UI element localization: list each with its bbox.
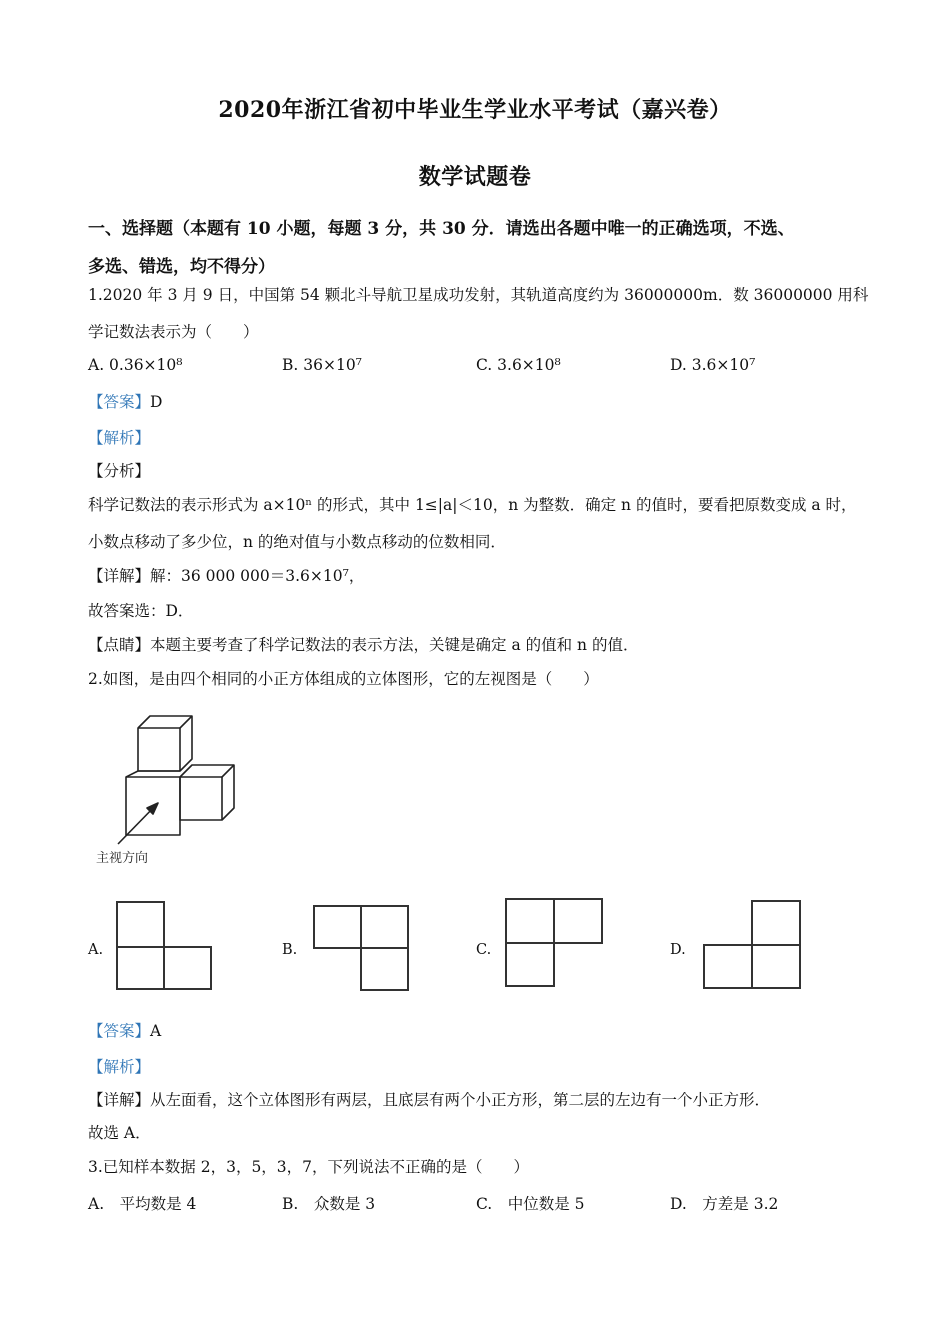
q1-analysis-tag: 【解析】 — [88, 429, 151, 447]
q2-detail-tag: 【详解】 — [88, 1091, 151, 1109]
q1-fenxi-line2: 小数点移动了多少位，n 的绝对值与小数点移动的位数相同． — [88, 533, 506, 551]
q2-conclusion: 故选 A． — [88, 1124, 151, 1142]
q1-option-d: D. 3.6×10⁷ — [670, 356, 756, 374]
q1-stem-line1: 1.2020 年 3 月 9 日，中国第 54 颗北斗导航卫星成功发射，其轨道高度约为 36000000m．数 36000000 用科 — [88, 286, 869, 304]
q2-detail: 从左面看，这个立体图形有两层，且底层有两个小正方形，第二层的左边有一个小正方形． — [150, 1091, 771, 1109]
q2-option-d-figure — [700, 895, 808, 993]
q2-detail-row — [88, 1093, 770, 1109]
q1-fenxi-line1: 科学记数法的表示形式为 a×10ⁿ 的形式，其中 1≤|a|＜10，n 为整数．确定 n 的值时，要看把原数变成 a 时， — [88, 496, 857, 514]
q1-option-c: C. 3.6×10⁸ — [476, 356, 561, 374]
q2-option-d-label: D. — [670, 942, 686, 958]
q1-conclusion: 故答案选：D． — [88, 602, 194, 620]
q3-option-b: B. 众数是 3 — [282, 1195, 376, 1213]
q1-answer-row — [88, 395, 162, 411]
q1-option-b: B. 36×10⁷ — [282, 356, 362, 374]
q2-answer-row — [88, 1024, 161, 1040]
q2-analysis-tag: 【解析】 — [88, 1058, 151, 1076]
page-subtitle: 数学试题卷 — [418, 164, 532, 190]
q2-stem: 2.如图，是由四个相同的小正方体组成的立体图形，它的左视图是（ ） — [88, 670, 599, 688]
q2-option-a-label: A. — [88, 942, 104, 958]
q2-cube-figure — [88, 712, 248, 870]
page-title: 2020年浙江省初中毕业生学业水平考试（嘉兴卷） — [218, 97, 732, 123]
q1-stem-line2: 学记数法表示为（ ） — [88, 323, 259, 341]
section-heading-line2: 多选、错选，均不得分） — [88, 257, 275, 277]
q1-detail-tag: 【详解】 — [88, 567, 151, 585]
q2-figure-caption: 主视方向 — [96, 851, 149, 866]
q3-option-c: C. 中位数是 5 — [476, 1195, 585, 1213]
q2-answer-tag: 【答案】 — [88, 1022, 151, 1040]
q1-option-a: A. 0.36×10⁸ — [88, 356, 183, 374]
q2-option-b-figure — [308, 900, 414, 996]
q3-stem: 3.已知样本数据 2，3，5，3，7，下列说法不正确的是（ ） — [88, 1158, 530, 1176]
section-heading-line1: 一、选择题（本题有 10 小题，每题 3 分，共 30 分．请选出各题中唯一的正确选项，不选、 — [88, 219, 795, 239]
q2-option-a-figure — [112, 898, 216, 994]
q1-detail: 解：36 000 000＝3.6×10⁷， — [150, 567, 365, 585]
q1-dianjing: 本题主要考查了科学记数法的表示方法，关键是确定 a 的值和 n 的值． — [150, 636, 639, 654]
q1-dianjing-tag: 【点睛】 — [88, 636, 151, 654]
q2-option-c-figure — [500, 895, 606, 991]
q2-option-c-label: C. — [476, 942, 492, 958]
q3-option-d: D. 方差是 3.2 — [670, 1195, 779, 1213]
q1-dianjing-row — [88, 638, 638, 654]
q1-fenxi-tag: 【分析】 — [88, 462, 151, 480]
q3-option-a: A. 平均数是 4 — [88, 1195, 197, 1213]
q2-option-b-label: B. — [282, 942, 298, 958]
q1-detail-row — [88, 569, 364, 585]
q1-answer: D — [150, 393, 163, 411]
q2-answer: A — [150, 1022, 162, 1040]
q1-answer-tag: 【答案】 — [88, 393, 151, 411]
